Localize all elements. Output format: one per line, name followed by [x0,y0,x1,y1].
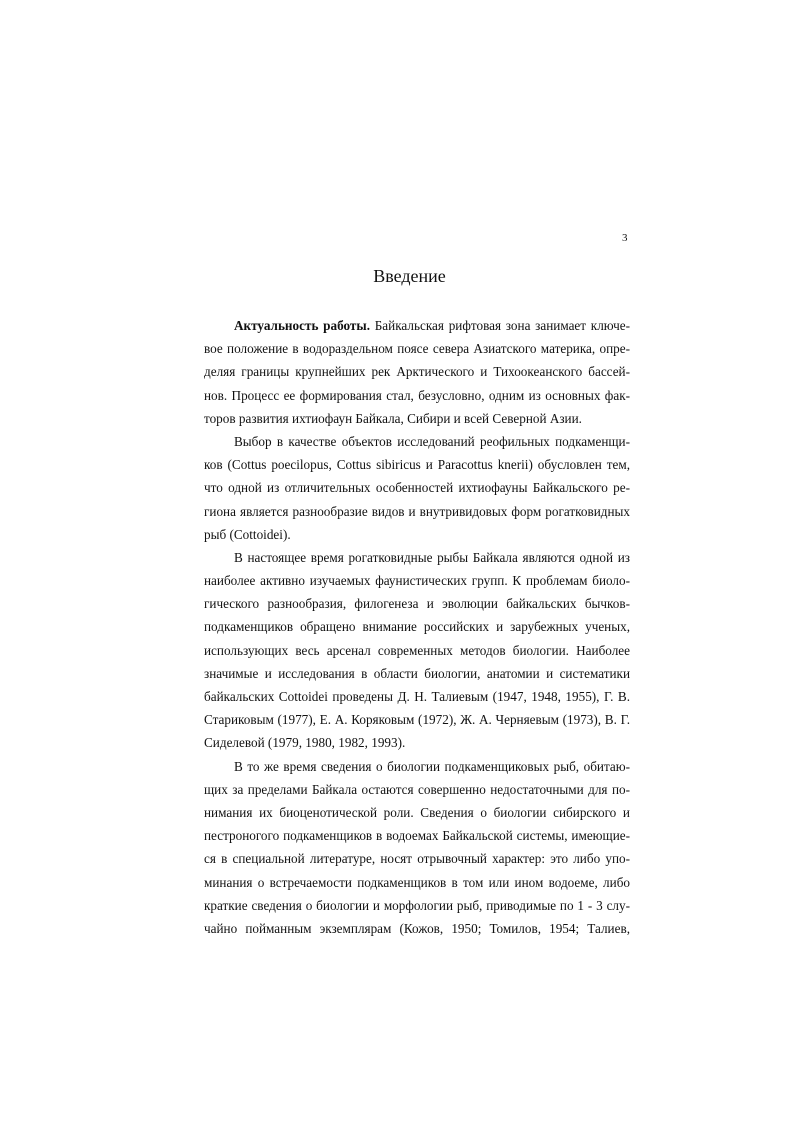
paragraph-line: наиболее активно изучаемых фаунистических групп. К проблемам биоло- [204,573,630,589]
paragraph-line: пестроногого подкаменщиков в водоемах Байкальской системы, имеющие- [204,828,630,844]
paragraph-line: байкальских Cottoidei проведены Д. Н. Талиевым (1947, 1948, 1955), Г. В. [204,689,630,704]
paragraph-insufficient-data [204,755,630,941]
body-text [204,314,630,940]
paragraph-line: значимые и исследования в области биологии, анатомии и систематики [204,665,630,681]
paragraph-line: вое положение в водораздельном поясе севера Азиатского материка, опре- [204,341,630,357]
paragraph-line: использующих весь арсенал современных методов биологии. Наиболее [204,642,630,658]
paragraph-line: краткие сведения о биологии и морфологии рыб, приводимые по 1 - 3 слу- [204,897,630,913]
paragraph-line: ков (Cottus poecilopus, Cottus sibiricus и Paracottus knerii) обусловлен тем, [204,457,630,473]
paragraph-line: подкаменщиков обращено внимание российских и зарубежных ученых, [204,619,630,635]
paragraph-line: деляя границы крупнейших рек Арктического и Тихоокеанского бассей- [204,364,630,380]
paragraph-line: гического разнообразия, филогенеза и эволюции байкальских бычков- [204,596,630,612]
paragraph-current-studies [204,546,630,755]
paragraph-objects [204,430,630,546]
paragraph-line: Выбор в качестве объектов исследований реофильных подкаменщи- [234,433,630,449]
page-title: Введение [373,266,446,286]
paragraph-line: рыб (Cottoidei). [204,526,291,542]
paragraph-line: ся в специальной литературе, носят отрывочный характер: это либо упо- [204,851,630,867]
paragraph-line-text: Байкальская рифтовая зона занимает ключе- [370,318,630,333]
paragraph-lead: Актуальность работы. [234,318,370,333]
paragraph-line: гиона является разнообразие видов и внутривидовых форм рогатковидных [204,503,630,519]
paragraph-line: В то же время сведения о биологии подкаменщиковых рыб, обитаю- [234,758,630,774]
paragraph-line: Сиделевой (1979, 1980, 1982, 1993). [204,735,406,751]
paragraph-line: нов. Процесс ее формирования стал, безусловно, одним из основных фак- [204,387,630,403]
paragraph-line: торов развития ихтиофаун Байкала, Сибири и всей Северной Азии. [204,410,582,426]
paragraph-line: что одной из отличительных особенностей ихтиофауны Байкальского ре- [204,480,630,496]
paragraph-line: щих за пределами Байкала остаются совершенно недостаточными для по- [204,781,630,797]
paragraph-line: Стариковым (1977), Е. А. Коряковым (1972), Ж. А. Черняевым (1973), В. Г. [204,712,630,728]
page-number: 3 [622,232,628,244]
paragraph-relevance [204,314,630,430]
paragraph-line [204,314,630,337]
paragraph-line: нимания их биоценотической роли. Сведения о биологии сибирского и [204,804,630,820]
paragraph-line: чайно пойманным экземплярам (Кожов, 1950; Томилов, 1954; Талиев, [204,920,630,936]
paragraph-line: В настоящее время рогатковидные рыбы Байкала являются одной из [234,549,630,565]
paragraph-line: минания о встречаемости подкаменщиков в том или ином водоеме, либо [204,874,630,890]
